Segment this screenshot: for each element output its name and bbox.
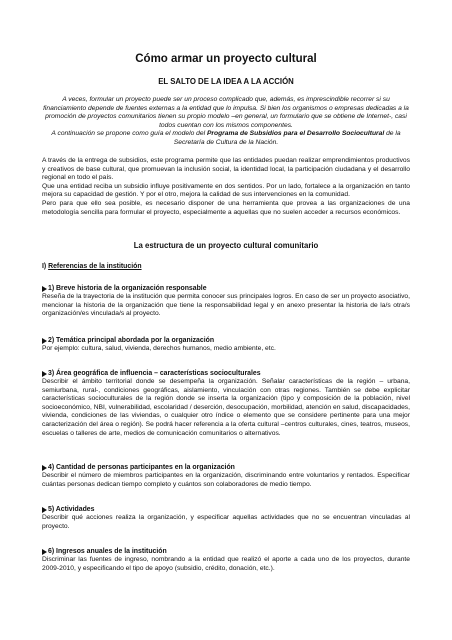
part-title	[42, 263, 142, 270]
item-heading-text: 5) Actividades	[48, 506, 95, 513]
item-text: Describir qué acciones realiza la organización, y especificar aquellas actividades que no se encuentran vinculadas al proyecto.	[42, 514, 410, 530]
item-heading-text: 4) Cantidad de personas participantes en la organización	[48, 464, 235, 471]
intro-guide-text: A continuación se propone como guía el modelo del	[51, 130, 207, 138]
item-heading	[42, 285, 410, 292]
item-text: Describir el ámbito territorial donde se desempeña la organización. Señalar características de la región – urbana, semiurbana, rural-, condiciones geográficas, aislamiento, vinculación con otras regiones. También se debe explicitar características socioculturales de la región donde se inserta la organización (tipo y composición de la población, nivel socioeconómico, NBI, vulnerabilidad, escolaridad / deserción, desocupación, morbilidad, atención en salud, discapacidades, vivienda, condiciones de las viviendas, o cualquier otro índice o elemento que se considere pertinente para una mejor caracterización del área o región). Se podrá hacer referencia a la oferta cultural –centros culturales, cines, teatros, museos, escuelas o talleres de arte, medios de comunicación comunitarios o alternativos.	[42, 378, 410, 437]
intro-paragraph: A veces, formular un proyecto puede ser un proceso complicado que, además, es imprescindible recorrer si su financiamiento depende de fuentes externas a la entidad que lo impulsa. Si bien los organismos o empresas dedicadas a la promoción de proyectos comunitarios tienen su propio modelo –en general, un formulario que se obtiene de Internet-, casi todos cuentan con los mismos componentes.	[43, 96, 409, 129]
item-heading-text: 3) Área geográfica de influencia – características socioculturales	[48, 370, 261, 377]
item-heading-text: 6) Ingresos anuales de la institución	[48, 548, 167, 555]
triangle-bullet-icon	[42, 286, 47, 292]
section-title: La estructura de un proyecto cultural comunitario	[133, 241, 319, 250]
intro-guide-paragraph	[42, 130, 410, 147]
triangle-bullet-icon	[42, 549, 47, 555]
item-3	[42, 370, 410, 438]
item-5	[42, 506, 410, 531]
body-paragraph: Que una entidad reciba un subsidio influye positivamente en dos sentidos. Por un lado, fortalece a la organización en tanto mejora su capacidad de gestión. Y por el otro, mejora la calidad de sus intervenciones en la comunidad.	[42, 182, 410, 199]
intro-block	[42, 96, 410, 148]
triangle-bullet-icon	[42, 371, 47, 377]
part-prefix: I)	[42, 263, 49, 270]
triangle-bullet-icon	[42, 465, 47, 471]
item-heading-text: 2) Temática principal abordada por la organización	[48, 337, 215, 344]
document-title: Cómo armar un proyecto cultural	[135, 53, 317, 65]
item-text: Por ejemplo: cultura, salud, vivienda, derechos humanos, medio ambiente, etc.	[42, 345, 276, 352]
intro-guide-tail: de la Secretaría de Cultura de la Nación.	[173, 130, 401, 146]
item-4	[42, 464, 410, 489]
item-heading	[42, 464, 410, 471]
item-1	[42, 285, 410, 319]
item-2	[42, 337, 410, 354]
item-text: Discriminar las fuentes de ingreso, nombrando a la entidad que realizó el aporte a cada uno de los proyectos, durante 2009-2010, y especificando el tipo de apoyo (subsidio, crédito, donación, etc.).	[42, 556, 410, 572]
document-subtitle: EL SALTO DE LA IDEA A LA ACCIÓN	[158, 77, 294, 86]
program-name: Programa de Subsidios para el Desarrollo Sociocultural	[206, 130, 385, 138]
item-heading	[42, 370, 410, 377]
item-heading	[42, 548, 410, 555]
item-text: Describir el número de miembros participantes en la organización, discriminando entre voluntarios y rentados. Especificar cuántas personas dedican tiempo completo y cuántos son colaboradores de medio tiempo.	[42, 472, 410, 488]
triangle-bullet-icon	[42, 338, 47, 344]
part-title-text: Referencias de la institución	[48, 263, 142, 270]
item-6	[42, 548, 410, 573]
body-paragraphs	[42, 157, 410, 217]
item-heading	[42, 337, 410, 344]
item-heading	[42, 506, 410, 513]
body-paragraph: A través de la entrega de subsidios, este programa permite que las entidades puedan realizar emprendimientos productivos y creativos de base cultural, que promuevan la inclusión social, la identidad local, la participación ciudadana y el desarrollo regional en todo el país.	[42, 157, 410, 182]
item-text: Reseña de la trayectoria de la institución que permita conocer sus principales logros. En caso de ser un proyecto asociativo, mencionar la historia de la organización que tiene la responsabilidad legal y en anexo presentar la historia de la/s otra/s organización/es vinculada/s al proyecto.	[42, 293, 411, 318]
item-heading-text: 1) Breve historia de la organización responsable	[48, 285, 207, 292]
body-paragraph: Pero para que ello sea posible, es necesario disponer de una herramienta que provea a las organizaciones de una metodología sencilla para formular el proyecto, especialmente a aquellas que no suelen acceder a recursos económicos.	[42, 199, 410, 216]
triangle-bullet-icon	[42, 507, 47, 513]
